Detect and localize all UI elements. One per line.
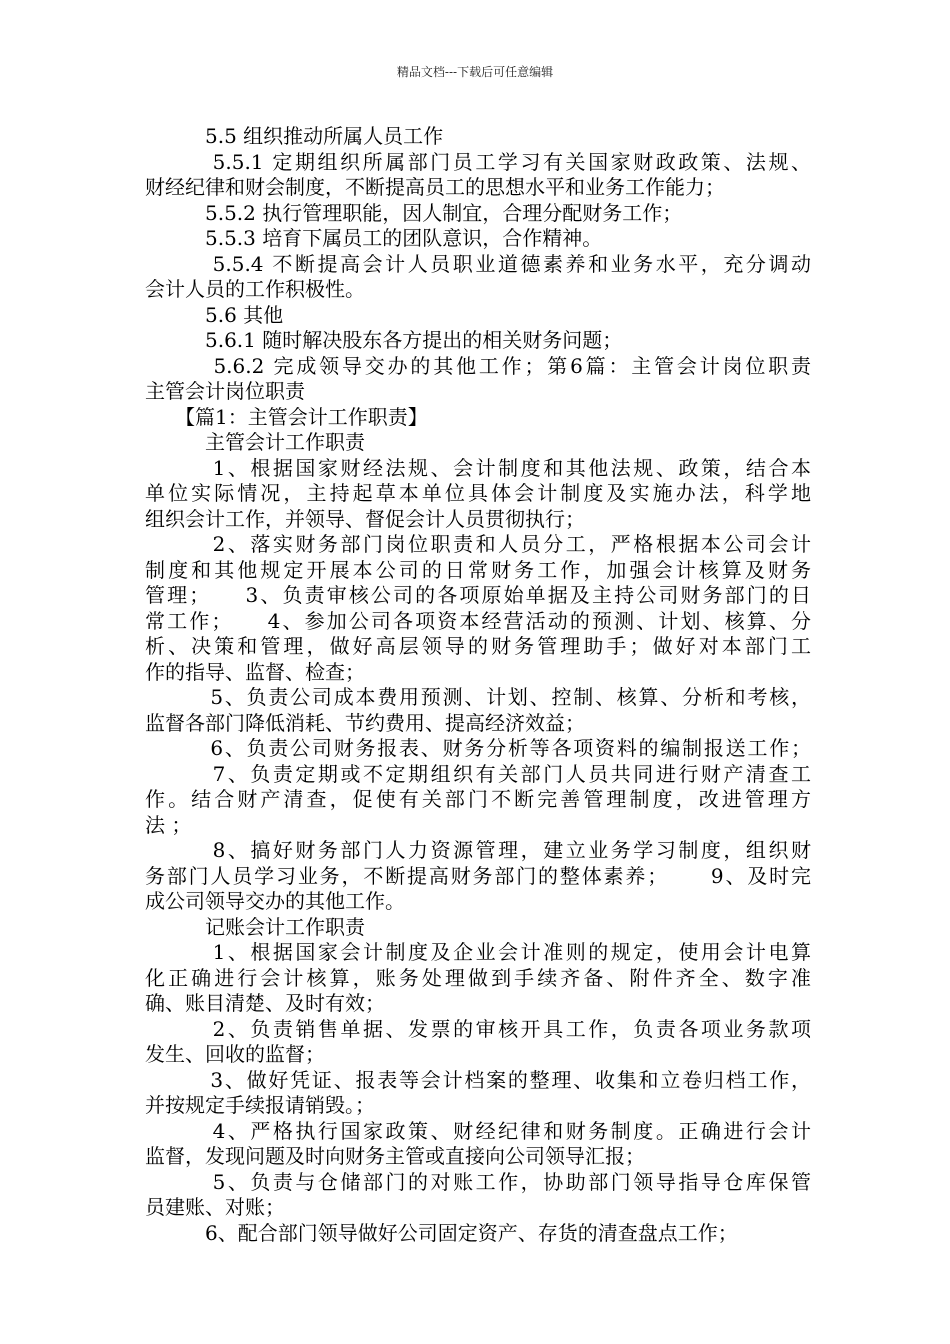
text-line: 5.6.2 完成领导交办的其他工作；第6篇：主管会计岗位职责 [145, 353, 811, 378]
text-line: 成公司领导交办的其他工作。 [145, 889, 405, 913]
text-line: 员建账、对账； [145, 1195, 285, 1219]
page-header: 精品文档---下载后可任意编辑 [396, 65, 554, 79]
text-line: 记账会计工作职责 [145, 914, 365, 939]
text-line: 并按规定手续报请销毁。； [145, 1093, 375, 1117]
text-line: 3、做好凭证、报表等会计档案的整理、收集和立卷归档工作， [145, 1067, 811, 1092]
text-line: 发生、回收的监督； [145, 1042, 325, 1066]
text-line: 5、负责与仓储部门的对账工作，协助部门领导指导仓库保管 [145, 1169, 811, 1194]
text-line: 主管会计岗位职责 [145, 379, 305, 403]
text-line: 确、账目清楚、及时有效； [145, 991, 385, 1015]
text-line: 监督，发现问题及时向财务主管或直接向公司领导汇报； [145, 1144, 645, 1168]
text-line: 监督各部门降低消耗、节约费用、提高经济效益； [145, 710, 585, 735]
document-body [145, 124, 811, 1246]
text-line: 作的指导、监督、检查； [145, 659, 365, 684]
text-line: 5.5.4 不断提高会计人员职业道德素养和业务水平，充分调动 [145, 251, 811, 276]
text-line: 财经纪律和财会制度，不断提高员工的思想水平和业务工作能力； [145, 175, 725, 199]
text-line: 6、配合部门领导做好公司固定资产、存货的清查盘点工作； [145, 1220, 738, 1245]
text-line: 制度和其他规定开展本公司的日常财务工作，加强会计核算及财务 [145, 557, 811, 582]
text-line: 组织会计工作，并领导、督促会计人员贯彻执行； [145, 506, 585, 531]
text-line: 作。结合财产清查，促使有关部门不断完善管理制度，改进管理方 [145, 787, 811, 811]
text-line: 5.5 组织推动所属人员工作 [145, 124, 444, 148]
text-line: 5.5.3 培育下属员工的团队意识，合作精神。 [145, 226, 603, 250]
text-line: 5.6.1 随时解决股东各方提出的相关财务问题； [145, 328, 623, 352]
text-line: 法 ； [145, 812, 192, 837]
text-line: 4、严格执行国家政策、财经纪律和财务制度。正确进行会计 [145, 1118, 811, 1143]
text-line: 化正确进行会计核算，账务处理做到手续齐备、附件齐全、数字准 [145, 965, 811, 990]
text-line: 常工作； 4、参加公司各项资本经营活动的预测、计划、核算、分 [145, 608, 811, 633]
text-line: 1、根据国家财经法规、会计制度和其他法规、政策，结合本 [145, 455, 811, 480]
text-line: 5、负责公司成本费用预测、计划、控制、核算、分析和考核， [145, 685, 811, 709]
text-line: 单位实际情况，主持起草本单位具体会计制度及实施办法，科学地 [145, 481, 811, 505]
text-line: 8、搞好财务部门人力资源管理，建立业务学习制度，组织财 [145, 838, 811, 862]
text-line: 【篇1：主管会计工作职责】 [145, 404, 428, 429]
text-line: 5.5.2 执行管理职能，因人制宜，合理分配财务工作； [145, 200, 683, 225]
text-line: 1、根据国家会计制度及企业会计准则的规定，使用会计电算 [145, 940, 811, 964]
text-line: 管理； 3、负责审核公司的各项原始单据及主持公司财务部门的日 [145, 583, 811, 607]
text-line: 2、负责销售单据、发票的审核开具工作，负责各项业务款项 [145, 1016, 811, 1041]
text-line: 务部门人员学习业务，不断提高财务部门的整体素养； 9、及时完 [145, 863, 811, 888]
text-line: 6、负责公司财务报表、财务分析等各项资料的编制报送工作； [145, 736, 811, 760]
text-line: 5.5.1 定期组织所属部门员工学习有关国家财政政策、法规、 [145, 149, 811, 174]
text-line: 析、决策和管理，做好高层领导的财务管理助手；做好对本部门工 [145, 634, 811, 658]
text-line: 7、负责定期或不定期组织有关部门人员共同进行财产清查工 [145, 761, 811, 786]
text-line: 会计人员的工作积极性。 [145, 277, 365, 301]
text-line: 5.6 其他 [145, 302, 284, 327]
text-line: 2、落实财务部门岗位职责和人员分工，严格根据本公司会计 [145, 532, 811, 556]
text-line: 主管会计工作职责 [145, 430, 365, 454]
